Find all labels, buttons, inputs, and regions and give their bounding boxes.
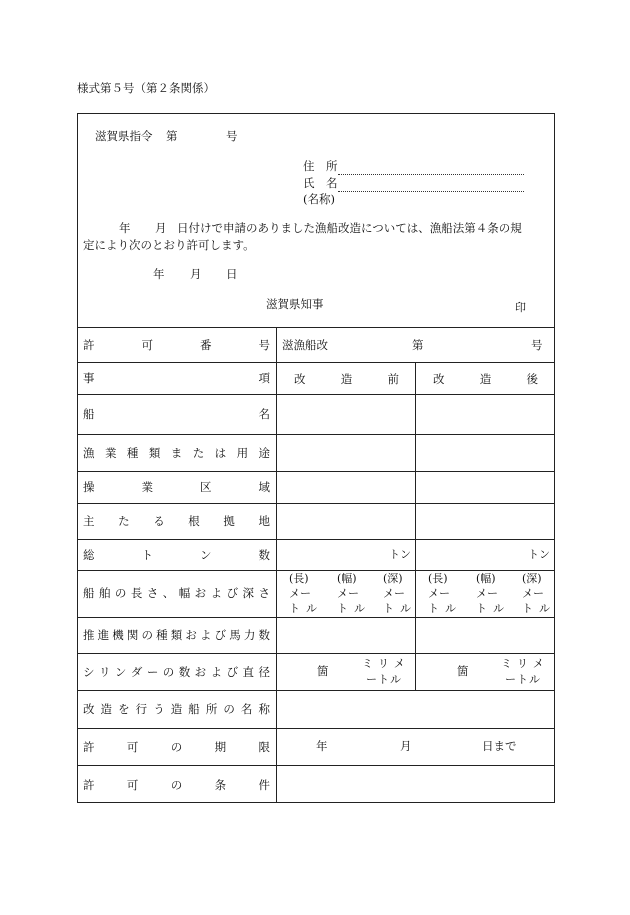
dim-unit-bottom-3: トル [383,602,417,615]
cylinder-count-unit-after: 箇 [457,664,469,678]
row-label-cylinder-char: び [226,665,239,679]
issue-month: 月 [190,267,202,281]
header-after [433,372,538,386]
row-label-cylinder-char: ー [146,665,159,679]
row-label-cylinder-char: 数 [178,665,191,679]
row-label-engine-char: の [141,628,153,642]
row-label-shipyard-char: を [118,702,130,716]
org-label: (名称) [303,192,335,206]
rule [77,394,555,395]
row-label-fishery-type-char: 用 [236,446,249,460]
permit-dai: 第 [412,338,424,352]
body-line-2: 定により次のとおり許可します。 [83,238,255,252]
row-label-cylinder-char: ダ [130,665,143,679]
row-label-dimensions-char: 深 [242,586,255,600]
row-label-cylinder-char: お [194,665,207,679]
rule [77,362,555,363]
row-label-engine-char: お [185,628,197,642]
name-line[interactable] [338,191,524,192]
period-year: 年 [316,739,328,753]
row-label-engine [83,627,270,643]
row-label-period-char: の [170,740,183,754]
row-label-dimensions-char: 幅 [178,586,191,600]
row-label-ship-name-char: 船 [83,407,95,421]
row-label-engine-char: 力 [243,628,256,642]
row-label-cylinder-char: よ [210,665,223,679]
row-label-engine-char: よ [200,628,212,642]
row-label-ship-name-char: 名 [258,407,270,421]
seal-mark: 印 [515,301,526,314]
row-label-tonnage-char: ト [141,548,153,562]
row-label-tonnage-char: 総 [83,548,95,562]
issue-day: 日 [226,267,238,281]
fishery-after-cell[interactable] [417,436,554,470]
row-label-shipyard-char: 名 [240,702,253,716]
row-label-dimensions-char: び [226,586,239,600]
conditions-cell[interactable] [278,767,554,802]
rule [77,327,555,328]
column-divider [415,362,416,690]
row-label-operation-area-char: 操 [83,480,95,494]
rule [77,690,555,691]
shipyard-cell[interactable] [278,692,554,727]
row-label-dimensions [83,585,270,601]
dim-unit-top-3: メー [383,587,405,600]
rule [77,471,555,472]
row-label-permit-no [83,337,270,353]
dim-unit-bottom-2: トル [337,602,371,615]
row-label-shipyard-char: 称 [258,702,270,716]
row-label-conditions-char: 可 [126,778,139,792]
row-label-item-char: 項 [258,371,270,385]
row-label-cylinder-char: シ [83,665,95,679]
cylinder-mm-top-before: ミリメ [362,657,410,670]
row-label-dimensions-char: さ [146,586,159,600]
tonnage-unit-before: トン [389,548,411,561]
rule [77,503,555,504]
body-year: 年 [119,221,131,235]
row-label-shipyard-char: 行 [135,702,148,716]
row-label-item-char: 事 [83,371,95,385]
row-label-conditions [83,777,270,793]
governor: 滋賀県知事 [266,297,324,311]
area-before-cell[interactable] [278,473,414,502]
dim-length-after: (長) [428,572,448,585]
body-month: 月 [155,221,167,235]
header-after-char: 改 [433,372,445,386]
permit-prefix: 滋漁船改 [282,338,328,352]
row-label-dimensions-char: よ [210,586,223,600]
row-label-shipyard-char: 改 [83,702,95,716]
rule [77,617,555,618]
rule [77,765,555,766]
row-label-main-base-char: 拠 [223,514,235,528]
row-label-shipyard-char: う [153,702,165,716]
dim-unit-top-2: メー [337,587,359,600]
dim-length-before: (長) [289,572,309,585]
ship-name-after-cell[interactable] [417,396,554,433]
engine-before-cell[interactable] [278,619,414,652]
header-before-char: 造 [340,372,353,386]
row-label-operation-area-char: 区 [200,480,212,494]
row-label-shipyard-char: 所 [205,702,218,716]
row-label-engine-char: 機 [112,628,124,642]
row-label-engine-char: 数 [258,628,270,642]
cylinder-mm-bottom-before: ートル [366,673,402,686]
row-label-cylinder-char: ン [114,665,127,679]
area-after-cell[interactable] [417,473,554,502]
row-label-fishery-type-char: 漁 [83,446,95,460]
row-label-fishery-type-char: 種 [126,446,139,460]
address-label: 住 所 [303,159,338,173]
row-label-operation-area [83,479,270,495]
row-label-shipyard-char: の [223,702,235,716]
period-until: 日まで [482,739,517,753]
base-before-cell[interactable] [278,505,414,538]
row-label-tonnage-char: 数 [258,548,270,562]
row-label-fishery-type-char: ま [170,446,183,460]
row-label-permit-no-char: 号 [258,338,270,352]
row-label-dimensions-char: お [194,586,207,600]
base-after-cell[interactable] [417,505,554,538]
row-label-fishery-type-char: 業 [104,446,117,460]
row-label-engine-char: 馬 [229,628,241,642]
form-title: 様式第５号（第２条関係） [77,81,215,95]
directive-prefix: 滋賀県指令 [95,129,153,143]
row-label-operation-area-char: 域 [258,480,270,494]
row-label-fishery-type [83,445,270,461]
row-label-ship-name [83,406,270,422]
row-label-permit-no-char: 番 [200,338,212,352]
dim-unit-top-1: メー [289,587,311,600]
address-line[interactable] [338,174,524,175]
engine-after-cell[interactable] [417,619,554,652]
row-label-engine-char: 進 [97,628,110,642]
tonnage-unit-after: トン [528,548,550,561]
row-label-dimensions-char: の [114,586,127,600]
row-label-engine-char: 推 [83,628,95,642]
row-label-shipyard-char: 造 [100,702,113,716]
dim-unit-bottom-1: トル [289,602,323,615]
dim-unit-top-5: メー [476,587,498,600]
row-label-cylinder-char: の [162,665,175,679]
row-label-item [83,370,270,386]
header-before [294,372,399,386]
row-label-main-base-char: 主 [83,514,95,528]
row-label-cylinder-char: 直 [242,665,255,679]
header-before-char: 前 [387,372,399,386]
column-divider [276,327,277,803]
row-label-shipyard-char: 船 [188,702,200,716]
directive-go: 号 [226,129,238,143]
row-label-fishery-type-char: 類 [148,446,161,460]
row-label-shipyard-char: 造 [170,702,183,716]
row-label-shipyard [83,701,270,717]
ship-name-before-cell[interactable] [278,396,414,433]
row-label-tonnage [83,547,270,563]
row-label-dimensions-char: 船 [83,586,95,600]
dim-unit-bottom-4: トル [428,602,462,615]
rule [77,728,555,729]
row-label-engine-char: 関 [126,628,139,642]
header-after-char: 造 [479,372,492,386]
row-label-engine-char: び [214,628,227,642]
row-label-engine-char: 種 [156,628,168,642]
fishery-before-cell[interactable] [278,436,414,470]
row-label-period [83,739,270,755]
rule [77,653,555,654]
row-label-tonnage-char: ン [200,548,212,562]
issue-year: 年 [153,267,165,281]
rule [77,539,555,540]
row-label-period-char: 可 [126,740,139,754]
row-label-conditions-char: 件 [258,778,270,792]
row-label-cylinder-char: 径 [258,665,270,679]
row-label-permit-no-char: 可 [141,338,153,352]
rule [77,570,555,571]
row-label-conditions-char: の [170,778,183,792]
name-label: 氏 名 [303,176,338,190]
row-label-fishery-type-char: た [192,446,205,460]
dim-depth-before: (深) [383,572,403,585]
row-label-main-base-char: た [118,514,130,528]
rule [77,434,555,435]
dim-unit-top-6: メー [522,587,544,600]
dim-width-before: (幅) [337,572,357,585]
period-month: 月 [400,739,412,753]
row-label-conditions-char: 許 [83,778,95,792]
row-label-operation-area-char: 業 [141,480,153,494]
cylinder-mm-top-after: ミリメ [501,657,549,670]
row-label-main-base-char: る [153,514,165,528]
dim-depth-after: (深) [522,572,542,585]
row-label-dimensions-char: さ [258,586,270,600]
row-label-permit-no-char: 許 [83,338,95,352]
header-after-char: 後 [526,372,538,386]
permit-go: 号 [531,338,543,352]
row-label-conditions-char: 条 [214,778,227,792]
row-label-engine-char: 類 [170,628,183,642]
dim-unit-bottom-5: トル [476,602,510,615]
row-label-fishery-type-char: 途 [258,446,270,460]
row-label-main-base-char: 地 [258,514,270,528]
row-label-dimensions-char: 長 [130,586,143,600]
row-label-period-char: 期 [214,740,227,754]
row-label-cylinder-char: リ [98,665,111,679]
body-line-1: 日付けで申請のありました漁船改造については、漁船法第４条の規 [177,221,522,235]
row-label-cylinder [83,664,270,680]
row-label-fishery-type-char: は [214,446,227,460]
row-label-period-char: 限 [258,740,270,754]
dim-unit-bottom-6: トル [522,602,556,615]
dim-width-after: (幅) [476,572,496,585]
row-label-dimensions-char: 舶 [98,586,111,600]
row-label-main-base-char: 根 [188,514,200,528]
row-label-main-base [83,513,270,529]
cylinder-mm-bottom-after: ートル [505,673,541,686]
row-label-period-char: 許 [83,740,95,754]
header-before-char: 改 [294,372,306,386]
cylinder-count-unit-before: 箇 [317,664,329,678]
dim-unit-top-4: メー [428,587,450,600]
row-label-dimensions-char: 、 [162,586,175,600]
directive-dai: 第 [166,129,178,143]
